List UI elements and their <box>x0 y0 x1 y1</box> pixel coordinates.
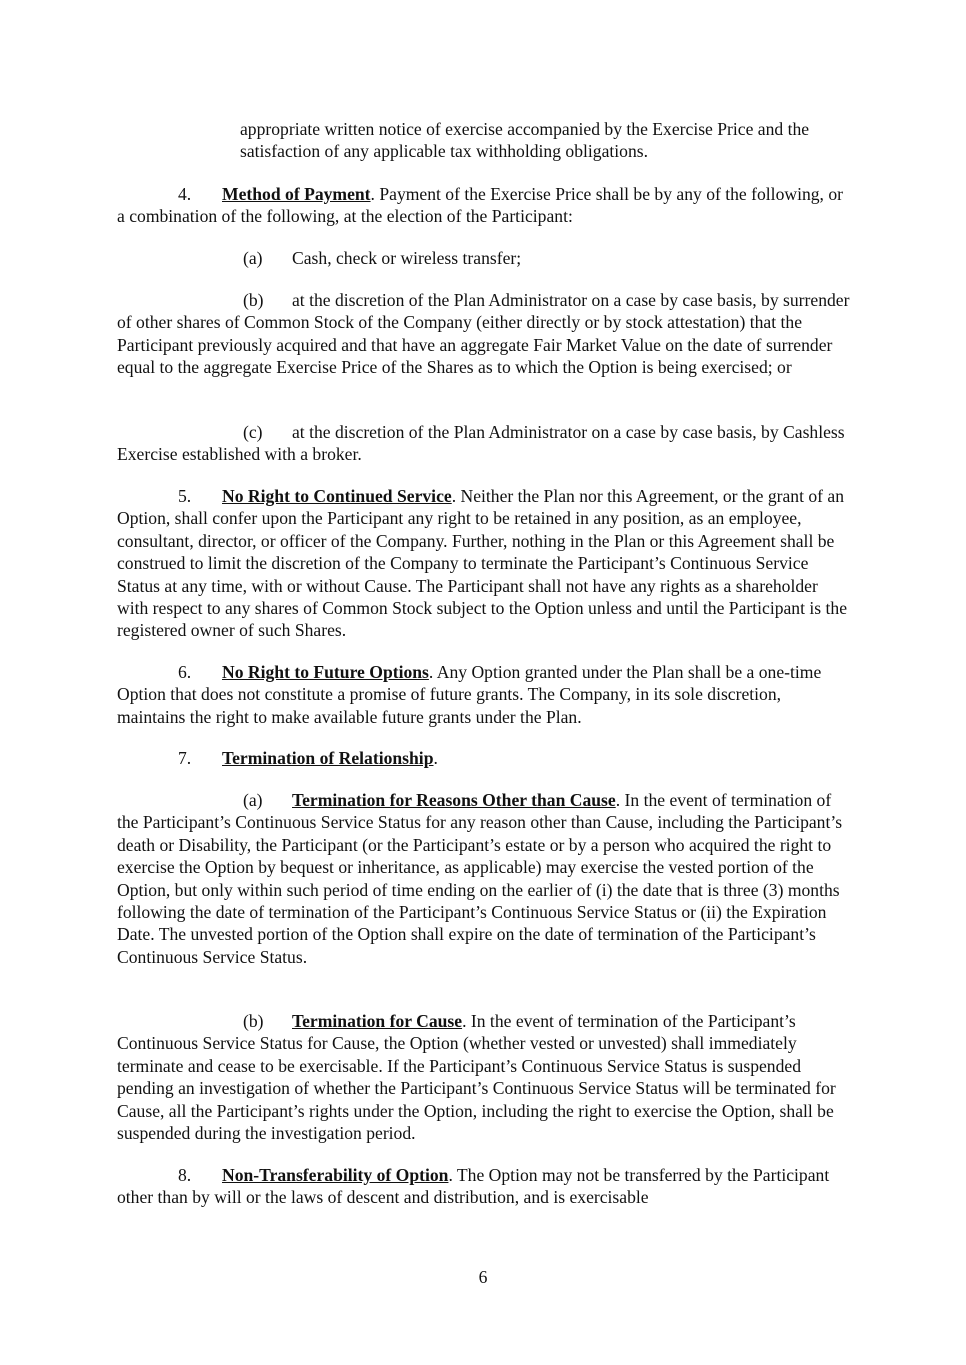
section-7a-label: (a) <box>243 790 263 810</box>
section-6-paragraph <box>117 661 850 728</box>
section-4a-item <box>117 247 850 269</box>
section-7b-heading: Termination for Cause <box>292 1011 463 1031</box>
section-4c-text: at the discretion of the Plan Administrator on a case by case basis, by Cashless Exercise established with a broker. <box>117 422 845 465</box>
section-7b-label: (b) <box>243 1011 264 1031</box>
section-8-number: 8. <box>178 1165 192 1185</box>
section-5-number: 5. <box>178 486 192 506</box>
page-number: 6 <box>478 1267 488 1287</box>
section-5-heading: No Right to Continued Service <box>222 486 452 506</box>
section-4-heading: Method of Payment <box>222 184 371 204</box>
section-5-text: . Neither the Plan nor this Agreement, or the grant of an Option, shall confer upon the Participant any right to be retained in any position, as an employee, consultant, director, or officer of the Company. Further, nothing in the Plan or this Agreement shall be construed to limit the discretion of the Company to terminate the Participant’s Continuous Service Status at any time, with or without Cause. The Participant shall not have any rights as a shareholder with respect to any shares of Common Stock subject to the Option unless and until the Participant is the registered owner of such Shares. <box>117 486 848 641</box>
section-4-number: 4. <box>178 184 192 204</box>
section-6-text: . Any Option granted under the Plan shall be a one-time Option that does not constitute a promise of future grants. The Company, in its sole discretion, maintains the right to make available future grants under the Plan. <box>117 662 822 727</box>
section-7a-heading: Termination for Reasons Other than Cause <box>292 790 616 810</box>
section-8-text: . The Option may not be transferred by the Participant other than by will or the laws of descent and distribution, and is exercisable <box>117 1165 830 1208</box>
section-4b-text: at the discretion of the Plan Administrator on a case by case basis, by surrender of other shares of Common Stock of the Company (either directly or by stock attestation) that the Participant previously acquired and that have an aggregate Fair Market Value on the date of surrender equal to the aggregate Exercise Price of the Shares as to which the Option is being exercised; or <box>117 290 850 378</box>
section-7-number: 7. <box>178 748 192 768</box>
section-4b-label: (b) <box>243 290 264 310</box>
section-7-heading: Termination of Relationship <box>222 748 434 768</box>
section-5-paragraph <box>117 485 850 642</box>
section-4b-item <box>117 289 850 379</box>
section-7b-item <box>117 1010 850 1144</box>
section-7a-item <box>117 789 850 968</box>
section-4-text: . Payment of the Exercise Price shall be by any of the following, or a combination of the following, at the election of the Participant: <box>117 184 844 227</box>
section-4a-text: Cash, check or wireless transfer; <box>292 248 522 268</box>
section-4c-item <box>117 421 850 466</box>
section-8-paragraph <box>117 1164 850 1209</box>
section-6-number: 6. <box>178 662 192 682</box>
section-8-heading: Non-Transferability of Option <box>222 1165 449 1185</box>
section-6-heading: No Right to Future Options <box>222 662 429 682</box>
continuation-paragraph: appropriate written notice of exercise accompanied by the Exercise Price and the satisfaction of any applicable tax withholding obligations. <box>240 119 810 162</box>
section-4-paragraph <box>117 183 850 228</box>
section-7-paragraph <box>117 747 850 769</box>
section-4c-label: (c) <box>243 422 263 442</box>
section-4a-label: (a) <box>243 248 263 268</box>
section-7-text: . <box>433 748 438 768</box>
section-7a-text: . In the event of termination of the Participant’s Continuous Service Status for any reason other than Cause, including the Participant’s death or Disability, the Participant (or the Participant’s estate or by a person who acquired the right to exercise the Option by bequest or inheritance, as applicable) may exercise the vested portion of the Option, but only within such period of time ending on the earlier of (i) the date that is three (3) months following the date of termination of the Participant’s Continuous Service Status or (ii) the Expiration Date. The unvested portion of the Option shall expire on the date of termination of the Participant’s Continuous Service Status. <box>117 790 843 967</box>
section-7b-text: . In the event of termination of the Participant’s Continuous Service Status for Cause, the Option (whether vested or unvested) shall immediately terminate and cease to be exercisable. If the Participant’s Continuous Service Status is suspended pending an investigation of whether the Participant’s Continuous Service Status will be terminated for Cause, all the Participant’s rights under the Option, including the right to exercise the Option, shall be suspended during the investigation period. <box>117 1011 836 1144</box>
